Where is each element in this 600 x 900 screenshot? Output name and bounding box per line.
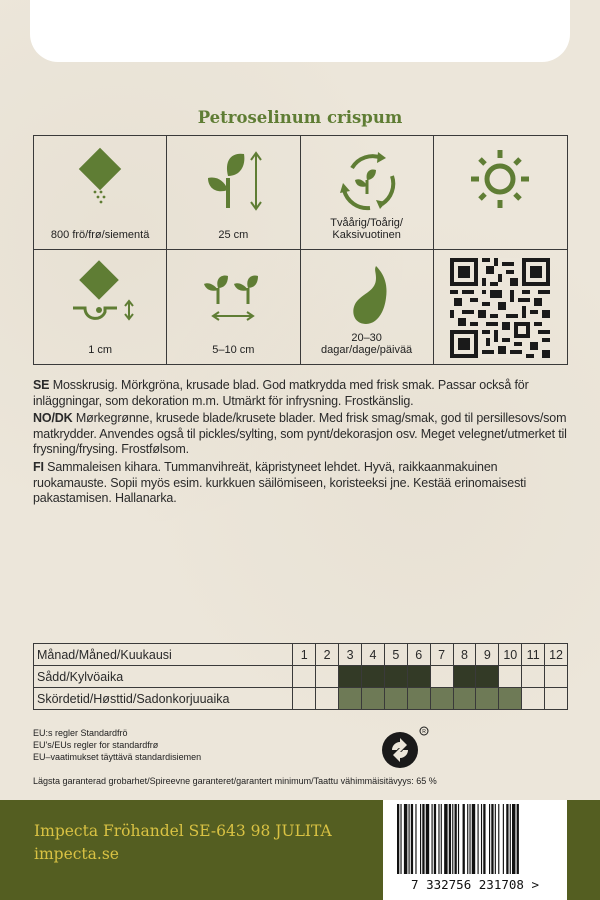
sowing-month-10 xyxy=(499,666,522,688)
harvest-label: Skördetid/Høsttid/Sadonkorjuuaika xyxy=(34,688,293,710)
barcode-number: 7 332756 231708 > xyxy=(411,877,539,892)
sowing-calendar xyxy=(33,643,568,710)
harvest-month-12 xyxy=(545,688,568,710)
hang-tab-cutout xyxy=(30,0,570,62)
harvest-month-4 xyxy=(361,688,384,710)
plant-spacing-icon xyxy=(188,260,278,330)
harvest-month-10 xyxy=(499,688,522,710)
website-link[interactable]: impecta.se xyxy=(34,845,119,863)
germination-line1: 20–30 xyxy=(351,332,382,344)
lang-code-fi: FI xyxy=(33,459,44,474)
height-cell xyxy=(167,136,300,250)
description-se-text: Mosskrusig. Mörkgröna, krusade blad. God matkrydda med frisk smak. Passar också för inläggningar, som dekoration m.m. Utmärkt för infrysning. Frostkänslig. xyxy=(33,378,529,408)
plant-spacing-label: 5–10 cm xyxy=(212,344,255,356)
germination-icon xyxy=(322,260,412,330)
harvest-month-3 xyxy=(339,688,362,710)
height-label: 25 cm xyxy=(218,229,249,241)
germination-line2: dagar/dage/päivää xyxy=(321,344,413,356)
spacing-cell xyxy=(167,250,300,364)
month-3: 3 xyxy=(339,644,362,666)
month-12: 12 xyxy=(545,644,568,666)
germination-guarantee: Lägsta garanterad grobarhet/Spireevne garanteret/garantert minimum/Taattu vähimmäisitävyys: 65 % xyxy=(33,776,437,786)
lifecycle-line2: Kaksivuotinen xyxy=(332,229,401,241)
month-4: 4 xyxy=(361,644,384,666)
description-no-text: Mørkegrønne, krusede blade/krusete blader. Med frisk smag/smak, god til persillesovs/som matkrydder. Anvendes også til pickles/sylting, som pynt/dekorasjon osv. Meget velegnet/utmerket til frysning/frysing. Frostfølsom. xyxy=(33,411,567,457)
eu-line-fi: EU–vaatimukset täyttävä standardisiemen xyxy=(33,752,202,762)
month-header-label: Månad/Måned/Kuukausi xyxy=(34,644,293,666)
sowing-depth-icon xyxy=(55,260,145,330)
green-dot-recycle-icon xyxy=(380,726,430,772)
company-address: Impecta Fröhandel SE-643 98 JULITA xyxy=(34,822,332,840)
plant-height-icon xyxy=(188,146,278,216)
info-grid xyxy=(33,135,568,365)
harvest-month-6 xyxy=(407,688,430,710)
germination-cell xyxy=(301,250,434,364)
harvest-month-7 xyxy=(430,688,453,710)
sowing-month-1 xyxy=(293,666,316,688)
description-block xyxy=(33,378,568,509)
eu-line-se: EU:s regler Standardfrö xyxy=(33,728,128,738)
eu-line-no: EU's/EUs regler for standardfrø xyxy=(33,740,159,750)
barcode xyxy=(383,800,567,900)
harvest-month-2 xyxy=(316,688,339,710)
sowing-month-4 xyxy=(361,666,384,688)
lifecycle-line1: Tvåårig/Toårig/ xyxy=(330,217,403,229)
barcode-bars xyxy=(391,804,559,876)
sowing-month-3 xyxy=(339,666,362,688)
sowing-month-9 xyxy=(476,666,499,688)
month-1: 1 xyxy=(293,644,316,666)
seed-count-label: 800 frö/frø/siementä xyxy=(50,229,150,241)
germination-label xyxy=(301,332,433,356)
qr-code-icon[interactable] xyxy=(450,258,550,358)
sowing-depth-label: 1 cm xyxy=(88,344,113,356)
harvest-month-11 xyxy=(522,688,545,710)
sun-cell xyxy=(434,136,567,250)
sowing-month-2 xyxy=(316,666,339,688)
calendar-header-row xyxy=(34,644,568,666)
harvest-row xyxy=(34,688,568,710)
harvest-month-8 xyxy=(453,688,476,710)
biennial-cycle-icon xyxy=(322,146,412,216)
month-6: 6 xyxy=(407,644,430,666)
sowing-month-5 xyxy=(384,666,407,688)
month-10: 10 xyxy=(499,644,522,666)
seed-count-cell xyxy=(34,136,167,250)
sowing-month-6 xyxy=(407,666,430,688)
month-7: 7 xyxy=(430,644,453,666)
sowing-month-12 xyxy=(545,666,568,688)
lang-code-no: NO/DK xyxy=(33,411,73,426)
latin-name: Petroselinum crispum xyxy=(197,108,403,127)
sowing-month-7 xyxy=(430,666,453,688)
svg-text:R: R xyxy=(422,729,426,735)
lang-code-se: SE xyxy=(33,378,50,392)
month-2: 2 xyxy=(316,644,339,666)
description-fi-text: Sammaleisen kihara. Tummanvihreät, käpristyneet lehdet. Hyvä, raikkaanmakuinen ruokamauste. Sopii myös esim. kurkkuen säilömiseen, koristeeksi jne. Kestää erinomaisesti pakastamisen. Hallanarka. xyxy=(33,459,527,506)
description-fi xyxy=(33,460,568,507)
sowing-month-11 xyxy=(522,666,545,688)
description-no xyxy=(33,411,568,458)
description-se xyxy=(33,378,568,409)
qr-cell[interactable] xyxy=(434,250,567,364)
eu-standard-text xyxy=(33,727,201,763)
sowing-label: Sådd/Kylvöaika xyxy=(34,666,293,688)
sowing-row xyxy=(34,666,568,688)
lifecycle-label xyxy=(301,217,433,241)
harvest-month-5 xyxy=(384,688,407,710)
lifecycle-cell xyxy=(301,136,434,250)
sowing-month-8 xyxy=(453,666,476,688)
harvest-month-1 xyxy=(293,688,316,710)
month-11: 11 xyxy=(522,644,545,666)
month-5: 5 xyxy=(384,644,407,666)
seed-packet-icon xyxy=(55,146,145,216)
month-8: 8 xyxy=(453,644,476,666)
harvest-month-9 xyxy=(476,688,499,710)
sowing-depth-cell xyxy=(34,250,167,364)
month-9: 9 xyxy=(476,644,499,666)
sun-icon xyxy=(455,144,545,214)
